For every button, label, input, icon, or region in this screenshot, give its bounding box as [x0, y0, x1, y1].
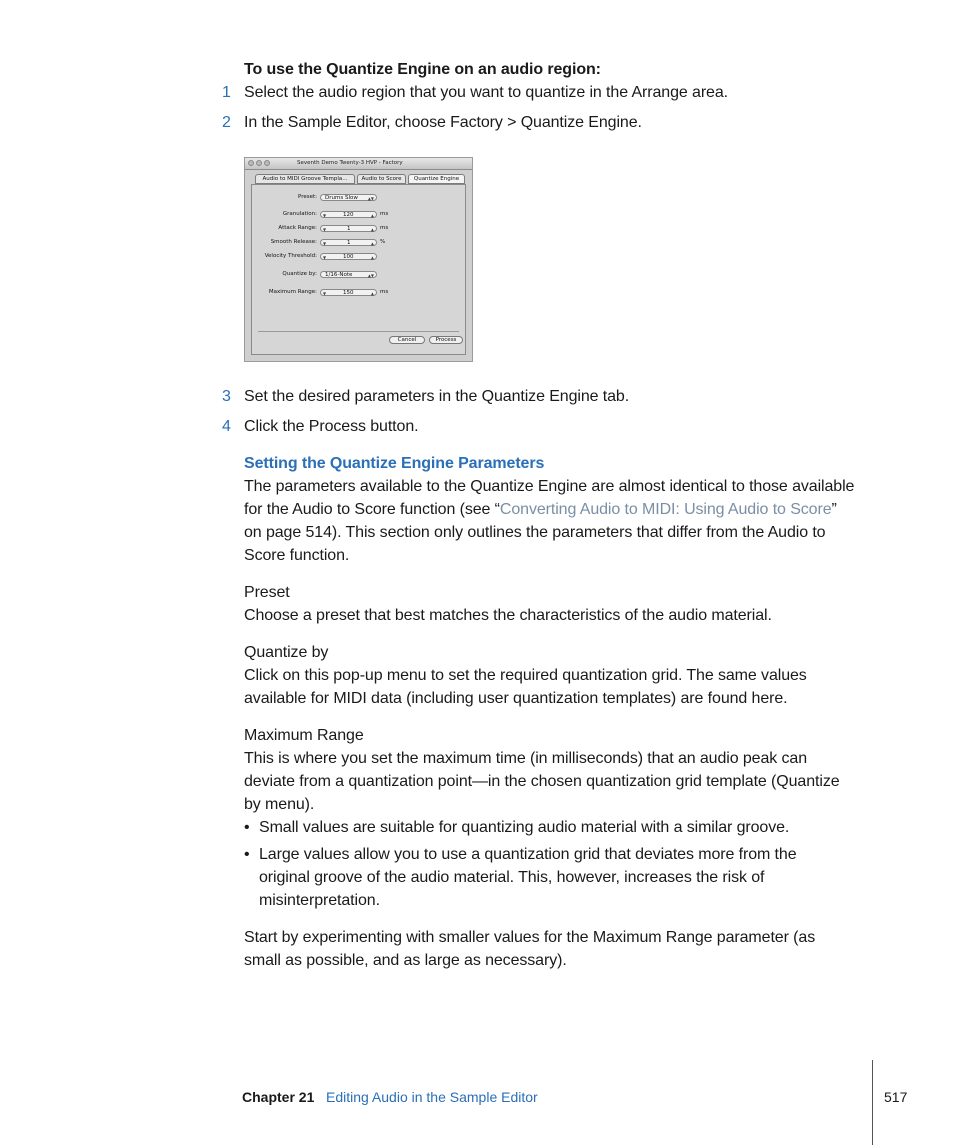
- preset-popup: [320, 194, 377, 201]
- bullet-marker: •: [244, 846, 250, 863]
- granulation-value: 120: [343, 212, 354, 218]
- increment-icon: ▲: [370, 291, 374, 296]
- footer-chapter: Chapter 21: [242, 1089, 315, 1105]
- maximum-range-line: deviate from a quantization point—in the chosen quantization grid template (Quantize: [244, 773, 840, 790]
- bullet-text: Large values allow you to use a quantization grid that deviates more from the: [259, 846, 797, 863]
- tab-audio-to-midi: Audio to MIDI Groove Templa...: [255, 174, 355, 184]
- decrement-icon: ▼: [323, 255, 327, 260]
- granulation-unit: ms: [380, 211, 389, 217]
- smooth-release-value: 1: [347, 240, 351, 246]
- window-title: Seventh Demo Twenty-3 HVP - Factory: [297, 160, 403, 166]
- intro-line: The parameters available to the Quantize Engine are almost identical to those available: [244, 478, 855, 495]
- procedure-heading: To use the Quantize Engine on an audio region:: [244, 61, 601, 78]
- cross-reference-link[interactable]: Converting Audio to MIDI: Using Audio to Score: [499, 501, 832, 518]
- step-text: In the Sample Editor, choose Factory > Quantize Engine.: [244, 114, 642, 131]
- granulation-field: [320, 211, 377, 218]
- velocity-threshold-field: [320, 253, 377, 260]
- intro-line-with-link: [244, 498, 837, 521]
- close-icon: [248, 160, 254, 166]
- intro-line: on page 514). This section only outlines the parameters that differ from the Audio to: [244, 524, 826, 541]
- maximum-range-value: 150: [343, 290, 354, 296]
- page-number: 517: [884, 1089, 908, 1105]
- increment-icon: ▲: [370, 227, 374, 232]
- increment-icon: ▲: [370, 241, 374, 246]
- bullet-text: original groove of the audio material. This, however, increases the risk of: [259, 869, 765, 886]
- divider: [258, 331, 459, 332]
- quantize-engine-panel: [251, 184, 466, 355]
- bullet-marker: •: [244, 819, 250, 836]
- increment-icon: ▲: [370, 255, 374, 260]
- preset-text: Choose a preset that best matches the characteristics of the audio material.: [244, 607, 772, 624]
- maximum-range-heading: Maximum Range: [244, 727, 364, 744]
- step-number: 1: [222, 84, 231, 101]
- footer-divider: [872, 1060, 873, 1145]
- tab-quantize-engine: Quantize Engine: [408, 174, 465, 184]
- window-titlebar: [245, 158, 472, 170]
- quantize-by-popup: [320, 271, 377, 278]
- maximum-range-unit: ms: [380, 289, 389, 295]
- step-number: 2: [222, 114, 231, 131]
- attack-range-field: [320, 225, 377, 232]
- attack-range-label: Attack Range:: [278, 225, 317, 231]
- smooth-release-unit: %: [380, 239, 386, 245]
- chevron-updown-icon: ▲▼: [367, 273, 374, 278]
- velocity-threshold-value: 100: [343, 254, 354, 260]
- step-number: 3: [222, 388, 231, 405]
- maximum-range-field: [320, 289, 377, 296]
- cancel-button: Cancel: [389, 336, 425, 344]
- decrement-icon: ▼: [323, 227, 327, 232]
- intro-line: Score function.: [244, 547, 350, 564]
- bullet-text: Small values are suitable for quantizing audio material with a similar groove.: [259, 819, 790, 836]
- smooth-release-field: [320, 239, 377, 246]
- preset-label: Preset:: [297, 194, 317, 200]
- quantize-by-heading: Quantize by: [244, 644, 329, 661]
- decrement-icon: ▼: [323, 213, 327, 218]
- bullet-text: misinterpretation.: [259, 892, 380, 909]
- zoom-icon: [264, 160, 270, 166]
- tab-audio-to-score: Audio to Score: [357, 174, 406, 184]
- minimize-icon: [256, 160, 262, 166]
- quantize-engine-screenshot: [244, 157, 473, 362]
- preset-heading: Preset: [244, 584, 290, 601]
- smooth-release-label: Smooth Release:: [270, 239, 317, 245]
- section-heading: Setting the Quantize Engine Parameters: [244, 455, 545, 472]
- quantize-by-line: available for MIDI data (including user quantization templates) are found here.: [244, 690, 788, 707]
- attack-range-value: 1: [347, 226, 351, 232]
- quantize-by-line: Click on this pop-up menu to set the required quantization grid. The same values: [244, 667, 807, 684]
- footer-chapter-title[interactable]: Editing Audio in the Sample Editor: [326, 1089, 538, 1105]
- quantize-by-label: Quantize by:: [282, 271, 317, 277]
- intro-text: ”: [831, 501, 837, 518]
- intro-text: for the Audio to Score function (see “: [244, 501, 500, 518]
- closing-line: Start by experimenting with smaller values for the Maximum Range parameter (as: [244, 929, 816, 946]
- step-text: Select the audio region that you want to quantize in the Arrange area.: [244, 84, 729, 101]
- chevron-updown-icon: ▲▼: [367, 196, 374, 201]
- step-text: Set the desired parameters in the Quantize Engine tab.: [244, 388, 630, 405]
- maximum-range-line: by menu).: [244, 796, 315, 813]
- decrement-icon: ▼: [323, 241, 327, 246]
- maximum-range-line: This is where you set the maximum time (in milliseconds) that an audio peak can: [244, 750, 808, 767]
- increment-icon: ▲: [370, 213, 374, 218]
- step-text: Click the Process button.: [244, 418, 419, 435]
- maximum-range-label: Maximum Range:: [268, 289, 317, 295]
- granulation-label: Granulation:: [282, 211, 317, 217]
- velocity-threshold-label: Velocity Threshold:: [264, 253, 317, 259]
- quantize-by-value: 1/16-Note: [325, 272, 353, 278]
- step-number: 4: [222, 418, 231, 435]
- attack-range-unit: ms: [380, 225, 389, 231]
- process-button: Process: [429, 336, 463, 344]
- preset-value: Drums Slow: [325, 195, 358, 201]
- decrement-icon: ▼: [323, 291, 327, 296]
- closing-line: small as possible, and as large as necessary).: [244, 952, 567, 969]
